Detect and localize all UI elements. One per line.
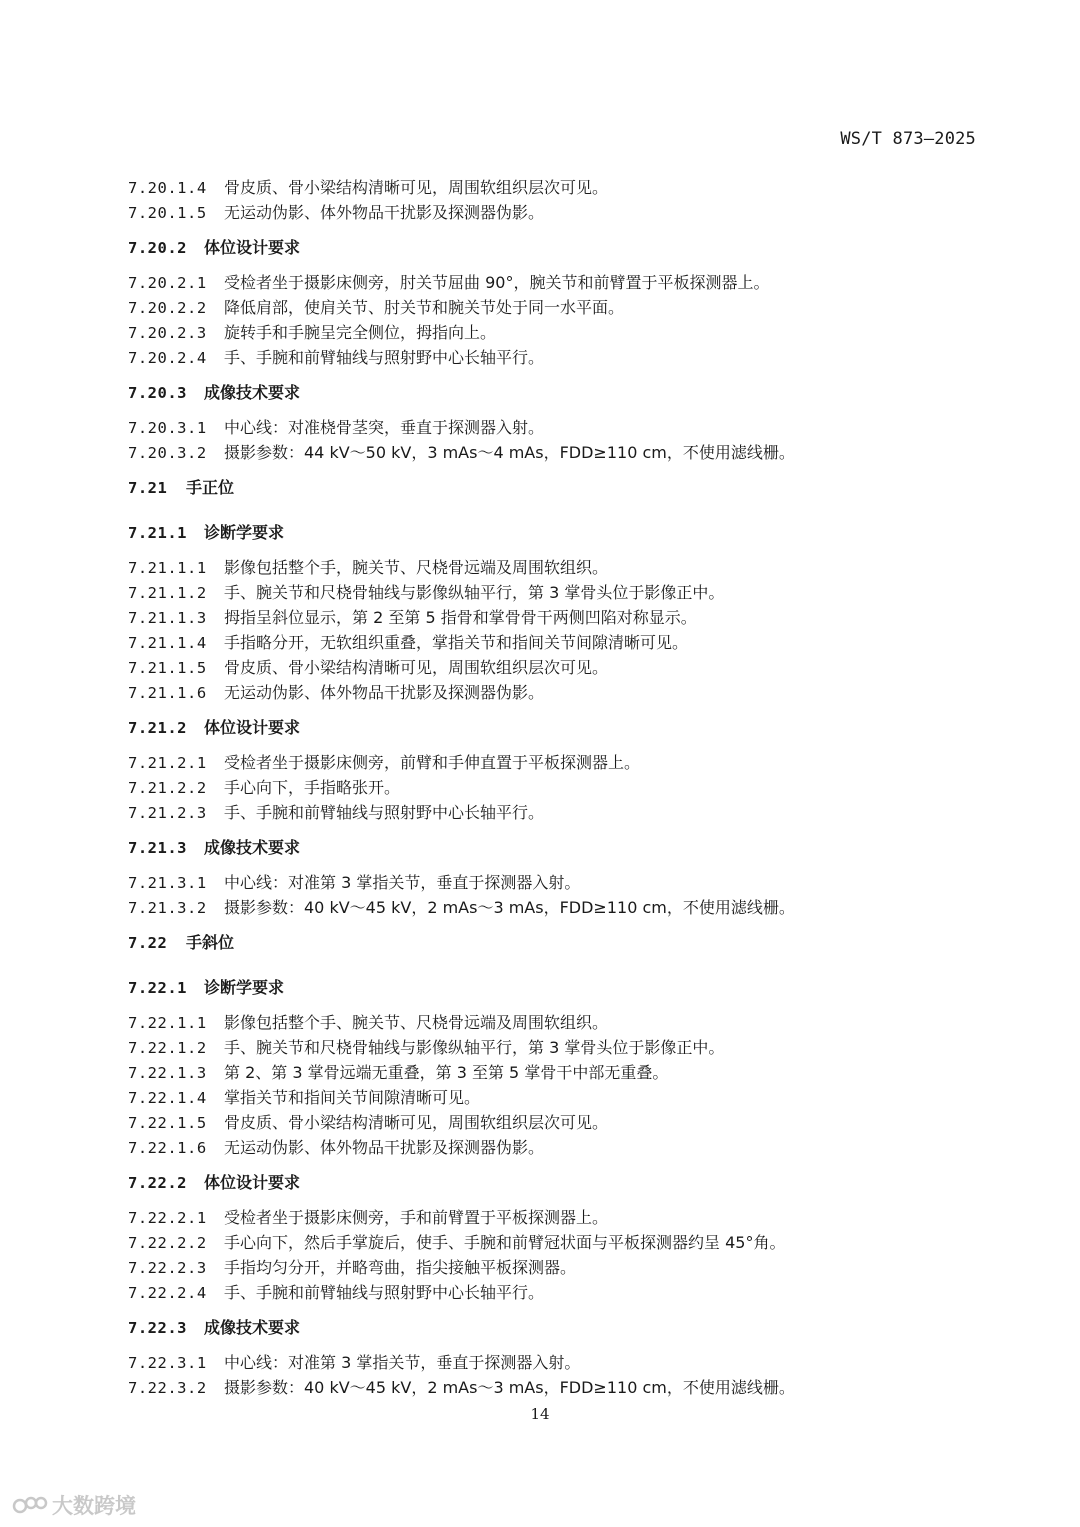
clause-number: 7.21.2.1 xyxy=(128,754,207,772)
clause-number: 7.22 xyxy=(128,934,168,952)
clause-number: 7.22.3.2 xyxy=(128,1379,207,1397)
clause-item xyxy=(128,1035,978,1060)
spacer xyxy=(128,1160,978,1170)
clause-heading xyxy=(128,930,978,955)
clause-text: 摄影参数：44 kV～50 kV，3 mAs～4 mAs，FDD≥110 cm，不使用滤线栅。 xyxy=(224,443,795,462)
spacer xyxy=(128,510,978,520)
clause-text: 中心线：对准第 3 掌指关节，垂直于探测器入射。 xyxy=(224,1353,581,1372)
spacer xyxy=(128,370,978,380)
clause-number: 7.22.2.3 xyxy=(128,1259,207,1277)
clause-text: 骨皮质、骨小梁结构清晰可见，周围软组织层次可见。 xyxy=(224,658,609,677)
clause-text: 中心线：对准第 3 掌指关节，垂直于探测器入射。 xyxy=(224,873,581,892)
clause-number: 7.22.1.1 xyxy=(128,1014,207,1032)
clause-heading xyxy=(128,475,978,500)
clause-text: 拇指呈斜位显示，第 2 至第 5 指骨和掌骨骨干两侧凹陷对称显示。 xyxy=(224,608,697,627)
clause-number: 7.21.1.2 xyxy=(128,584,207,602)
clause-text: 受检者坐于摄影床侧旁，手和前臂置于平板探测器上。 xyxy=(224,1208,609,1227)
clause-number: 7.20.3 xyxy=(128,384,187,402)
spacer xyxy=(128,1000,978,1010)
clause-text: 手、手腕和前臂轴线与照射野中心长轴平行。 xyxy=(224,803,545,822)
clause-text: 受检者坐于摄影床侧旁，肘关节屈曲 90°，腕关节和前臂置于平板探测器上。 xyxy=(224,273,770,292)
clause-text: 摄影参数：40 kV～45 kV，2 mAs～3 mAs，FDD≥110 cm，不使用滤线栅。 xyxy=(224,898,795,917)
spacer xyxy=(128,955,978,965)
clause-number: 7.21.1.5 xyxy=(128,659,207,677)
clause-heading xyxy=(128,975,978,1000)
clause-item xyxy=(128,680,978,705)
clause-text: 影像包括整个手，腕关节、尺桡骨远端及周围软组织。 xyxy=(224,558,609,577)
clause-number: 7.21.1.6 xyxy=(128,684,207,702)
clause-number: 7.21 xyxy=(128,479,168,497)
spacer xyxy=(128,225,978,235)
clause-number: 7.22.2.2 xyxy=(128,1234,207,1252)
clause-number: 7.21.2.3 xyxy=(128,804,207,822)
clause-item xyxy=(128,295,978,320)
clause-number: 7.22.3.1 xyxy=(128,1354,207,1372)
clause-number: 7.20.1.4 xyxy=(128,179,207,197)
clause-number: 7.22.3 xyxy=(128,1319,187,1337)
clause-text: 中心线：对准桡骨茎突，垂直于探测器入射。 xyxy=(224,418,545,437)
clause-item xyxy=(128,870,978,895)
spacer xyxy=(128,405,978,415)
clause-heading xyxy=(128,1170,978,1195)
clause-item xyxy=(128,1375,978,1400)
clause-item xyxy=(128,1060,978,1085)
clause-number: 7.22.1.3 xyxy=(128,1064,207,1082)
clause-text: 无运动伪影、体外物品干扰影及探测器伪影。 xyxy=(224,1138,545,1157)
clause-item xyxy=(128,415,978,440)
clause-number: 7.21.3 xyxy=(128,839,187,857)
clause-item xyxy=(128,1255,978,1280)
clause-number: 7.20.2.4 xyxy=(128,349,207,367)
clause-text: 骨皮质、骨小梁结构清晰可见，周围软组织层次可见。 xyxy=(224,1113,609,1132)
clause-item xyxy=(128,1230,978,1255)
spacer xyxy=(128,545,978,555)
spacer xyxy=(128,740,978,750)
clause-number: 7.21.1.3 xyxy=(128,609,207,627)
clause-text: 手、手腕和前臂轴线与照射野中心长轴平行。 xyxy=(224,348,545,367)
clause-text: 旋转手和手腕呈完全侧位，拇指向上。 xyxy=(224,323,497,342)
clause-item xyxy=(128,1135,978,1160)
clause-number: 7.20.2.2 xyxy=(128,299,207,317)
page-number: 14 xyxy=(530,1405,550,1423)
spacer xyxy=(128,500,978,510)
clause-text: 骨皮质、骨小梁结构清晰可见，周围软组织层次可见。 xyxy=(224,178,609,197)
clause-item xyxy=(128,1110,978,1135)
clause-number: 7.20.2.1 xyxy=(128,274,207,292)
clause-number: 7.21.1.4 xyxy=(128,634,207,652)
clause-text: 手、手腕和前臂轴线与照射野中心长轴平行。 xyxy=(224,1283,545,1302)
document-code: WS/T 873—2025 xyxy=(840,129,976,149)
clause-text: 体位设计要求 xyxy=(204,718,301,737)
clause-item xyxy=(128,270,978,295)
watermark-text: 大数跨境 xyxy=(52,1494,136,1518)
clause-item xyxy=(128,175,978,200)
clause-text: 摄影参数：40 kV～45 kV，2 mAs～3 mAs，FDD≥110 cm，不使用滤线栅。 xyxy=(224,1378,795,1397)
clause-number: 7.21.3.2 xyxy=(128,899,207,917)
clause-number: 7.20.3.1 xyxy=(128,419,207,437)
clause-number: 7.20.1.5 xyxy=(128,204,207,222)
clause-number: 7.20.2 xyxy=(128,239,187,257)
clause-item xyxy=(128,1205,978,1230)
clause-number: 7.20.2.3 xyxy=(128,324,207,342)
clause-item xyxy=(128,775,978,800)
clause-item xyxy=(128,1085,978,1110)
clause-number: 7.21.3.1 xyxy=(128,874,207,892)
clause-text: 无运动伪影、体外物品干扰影及探测器伪影。 xyxy=(224,683,545,702)
clause-number: 7.21.1.1 xyxy=(128,559,207,577)
clause-text: 手、腕关节和尺桡骨轴线与影像纵轴平行，第 3 掌骨头位于影像正中。 xyxy=(224,1038,725,1057)
spacer xyxy=(128,1305,978,1315)
clause-text: 降低肩部，使肩关节、肘关节和腕关节处于同一水平面。 xyxy=(224,298,625,317)
clause-item xyxy=(128,1350,978,1375)
spacer xyxy=(128,260,978,270)
clause-item xyxy=(128,320,978,345)
brand-logo-icon xyxy=(12,1493,48,1517)
clause-item xyxy=(128,440,978,465)
clause-text: 成像技术要求 xyxy=(204,383,301,402)
watermark xyxy=(12,1490,136,1520)
clause-text: 诊断学要求 xyxy=(204,523,285,542)
clause-text: 手正位 xyxy=(186,478,235,497)
clause-text: 手指均匀分开，并略弯曲，指尖接触平板探测器。 xyxy=(224,1258,577,1277)
clause-number: 7.21.2.2 xyxy=(128,779,207,797)
clause-heading xyxy=(128,235,978,260)
clause-number: 7.22.2.4 xyxy=(128,1284,207,1302)
clause-number: 7.22.1 xyxy=(128,979,187,997)
clause-item xyxy=(128,655,978,680)
clause-number: 7.22.2.1 xyxy=(128,1209,207,1227)
spacer xyxy=(128,965,978,975)
clause-item xyxy=(128,630,978,655)
clause-number: 7.22.1.5 xyxy=(128,1114,207,1132)
clause-item xyxy=(128,580,978,605)
clause-item xyxy=(128,555,978,580)
clause-text: 成像技术要求 xyxy=(204,1318,301,1337)
clause-text: 无运动伪影、体外物品干扰影及探测器伪影。 xyxy=(224,203,545,222)
spacer xyxy=(128,920,978,930)
spacer xyxy=(128,1195,978,1205)
clause-text: 体位设计要求 xyxy=(204,238,301,257)
clause-text: 第 2、第 3 掌骨远端无重叠，第 3 至第 5 掌骨干中部无重叠。 xyxy=(224,1063,669,1082)
clause-heading xyxy=(128,380,978,405)
clause-number: 7.21.2 xyxy=(128,719,187,737)
clause-text: 影像包括整个手、腕关节、尺桡骨远端及周围软组织。 xyxy=(224,1013,609,1032)
clause-number: 7.22.1.4 xyxy=(128,1089,207,1107)
clause-text: 手心向下，手指略张开。 xyxy=(224,778,401,797)
clause-number: 7.20.3.2 xyxy=(128,444,207,462)
clause-heading xyxy=(128,520,978,545)
spacer xyxy=(128,825,978,835)
spacer xyxy=(128,1340,978,1350)
clause-text: 手心向下，然后手掌旋后，使手、手腕和前臂冠状面与平板探测器约呈 45°角。 xyxy=(224,1233,786,1252)
clause-number: 7.22.2 xyxy=(128,1174,187,1192)
clause-item xyxy=(128,750,978,775)
clause-text: 体位设计要求 xyxy=(204,1173,301,1192)
clause-number: 7.22.1.6 xyxy=(128,1139,207,1157)
clause-text: 受检者坐于摄影床侧旁，前臂和手伸直置于平板探测器上。 xyxy=(224,753,641,772)
clause-heading xyxy=(128,1315,978,1340)
clause-heading xyxy=(128,835,978,860)
clause-text: 手指略分开，无软组织重叠，掌指关节和指间关节间隙清晰可见。 xyxy=(224,633,689,652)
clause-text: 手斜位 xyxy=(186,933,235,952)
clause-item xyxy=(128,1280,978,1305)
spacer xyxy=(128,465,978,475)
document-body xyxy=(128,175,978,1400)
clause-item xyxy=(128,895,978,920)
spacer xyxy=(128,860,978,870)
clause-item xyxy=(128,200,978,225)
clause-text: 成像技术要求 xyxy=(204,838,301,857)
clause-item xyxy=(128,345,978,370)
clause-heading xyxy=(128,715,978,740)
clause-text: 手、腕关节和尺桡骨轴线与影像纵轴平行，第 3 掌骨头位于影像正中。 xyxy=(224,583,725,602)
clause-text: 诊断学要求 xyxy=(204,978,285,997)
clause-text: 掌指关节和指间关节间隙清晰可见。 xyxy=(224,1088,481,1107)
spacer xyxy=(128,705,978,715)
clause-number: 7.22.1.2 xyxy=(128,1039,207,1057)
clause-item xyxy=(128,605,978,630)
clause-item xyxy=(128,1010,978,1035)
clause-number: 7.21.1 xyxy=(128,524,187,542)
clause-item xyxy=(128,800,978,825)
